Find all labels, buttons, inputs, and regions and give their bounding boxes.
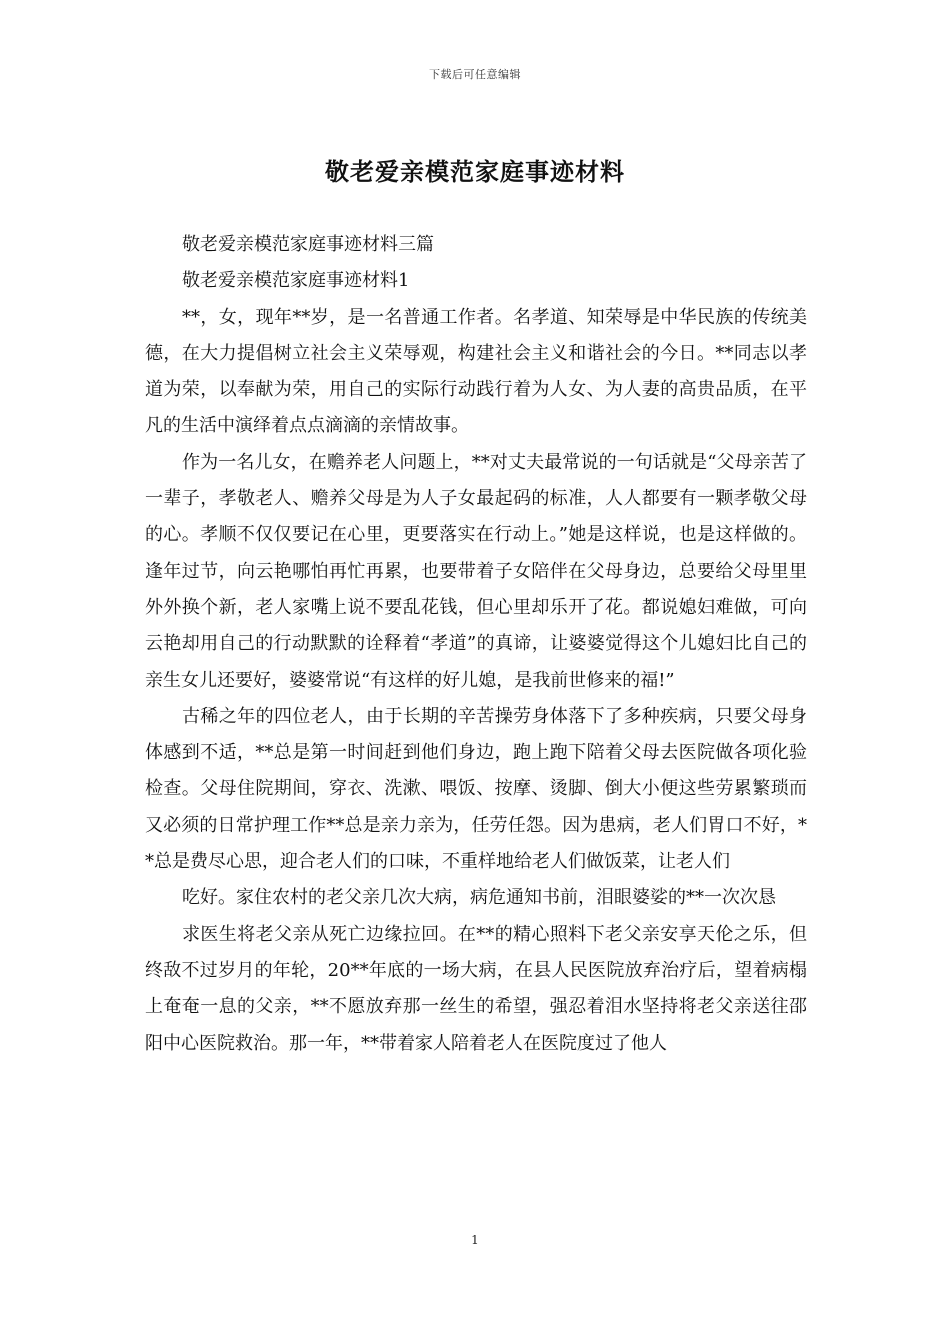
header-note: 下载后可任意编辑 bbox=[429, 68, 521, 81]
document-title: 敬老爱亲模范家庭事迹材料 bbox=[325, 157, 625, 186]
page-number: 1 bbox=[471, 1233, 479, 1247]
paragraph-subtitle: 敬老爱亲模范家庭事迹材料三篇 bbox=[182, 234, 434, 255]
paragraph-section-heading: 敬老爱亲模范家庭事迹材料1 bbox=[182, 270, 410, 292]
paragraph: 作为一名儿女，在赡养老人问题上，**对丈夫最常说的一句话就是“父母亲苦了一辈子，孝敬老人、赡养父母是为人子女最起码的标准，人人都要有一颗孝敬父母的心。孝顺不仅仅要记在心里，更要落实在行动上。”她是这样说，也是这样做的。逢年过节，向云艳哪怕再忙再累，也要带着子女陪伴在父母身边，总要给父母里里外外换个新，老人家嘴上说不要乱花钱，但心里却乐开了花。都说媳妇难做，可向云艳却用自己的行动默默的诠释着“孝道”的真谛，让婆婆觉得这个儿媳妇比自己的亲生女儿还要好，婆婆常说“有这样的好儿媳，是我前世修来的福!” bbox=[145, 451, 807, 691]
paragraph: 求医生将老父亲从死亡边缘拉回。在**的精心照料下老父亲安享天伦之乐，但终敌不过岁月的年轮，20**年底的一场大病，在县人民医院放弃治疗后，望着病榻上奄奄一息的父亲，**不愿放弃那一丝生的希望，强忍着泪水坚持将老父亲送往邵阳中心医院救治。那一年，**带着家人陪着老人在医院度过了他人 bbox=[145, 923, 807, 1054]
paragraph: 古稀之年的四位老人，由于长期的辛苦操劳身体落下了多种疾病，只要父母身体感到不适，**总是第一时间赶到他们身边，跑上跑下陪着父母去医院做各项化验检查。父母住院期间，穿衣、洗漱、喂饭、按摩、烫脚、倒大小便这些劳累繁琐而又必须的日常护理工作**总是亲力亲为，任劳任怨。因为患病，老人们胃口不好，**总是费尽心思，迎合老人们的口味，不重样地给老人们做饭菜，让老人们 bbox=[145, 705, 807, 873]
document-body bbox=[145, 227, 807, 1062]
paragraph: **，女，现年**岁，是一名普通工作者。名孝道、知荣辱是中华民族的传统美德，在大力提倡树立社会主义荣辱观，构建社会主义和谐社会的今日。**同志以孝道为荣，以奉献为荣，用自己的实际行动践行着为人女、为人妻的高贵品质，在平凡的生活中演绎着点点滴滴的亲情故事。 bbox=[145, 306, 807, 437]
paragraph: 吃好。家住农村的老父亲几次大病，病危通知书前，泪眼婆娑的**一次次恳 bbox=[182, 887, 776, 909]
